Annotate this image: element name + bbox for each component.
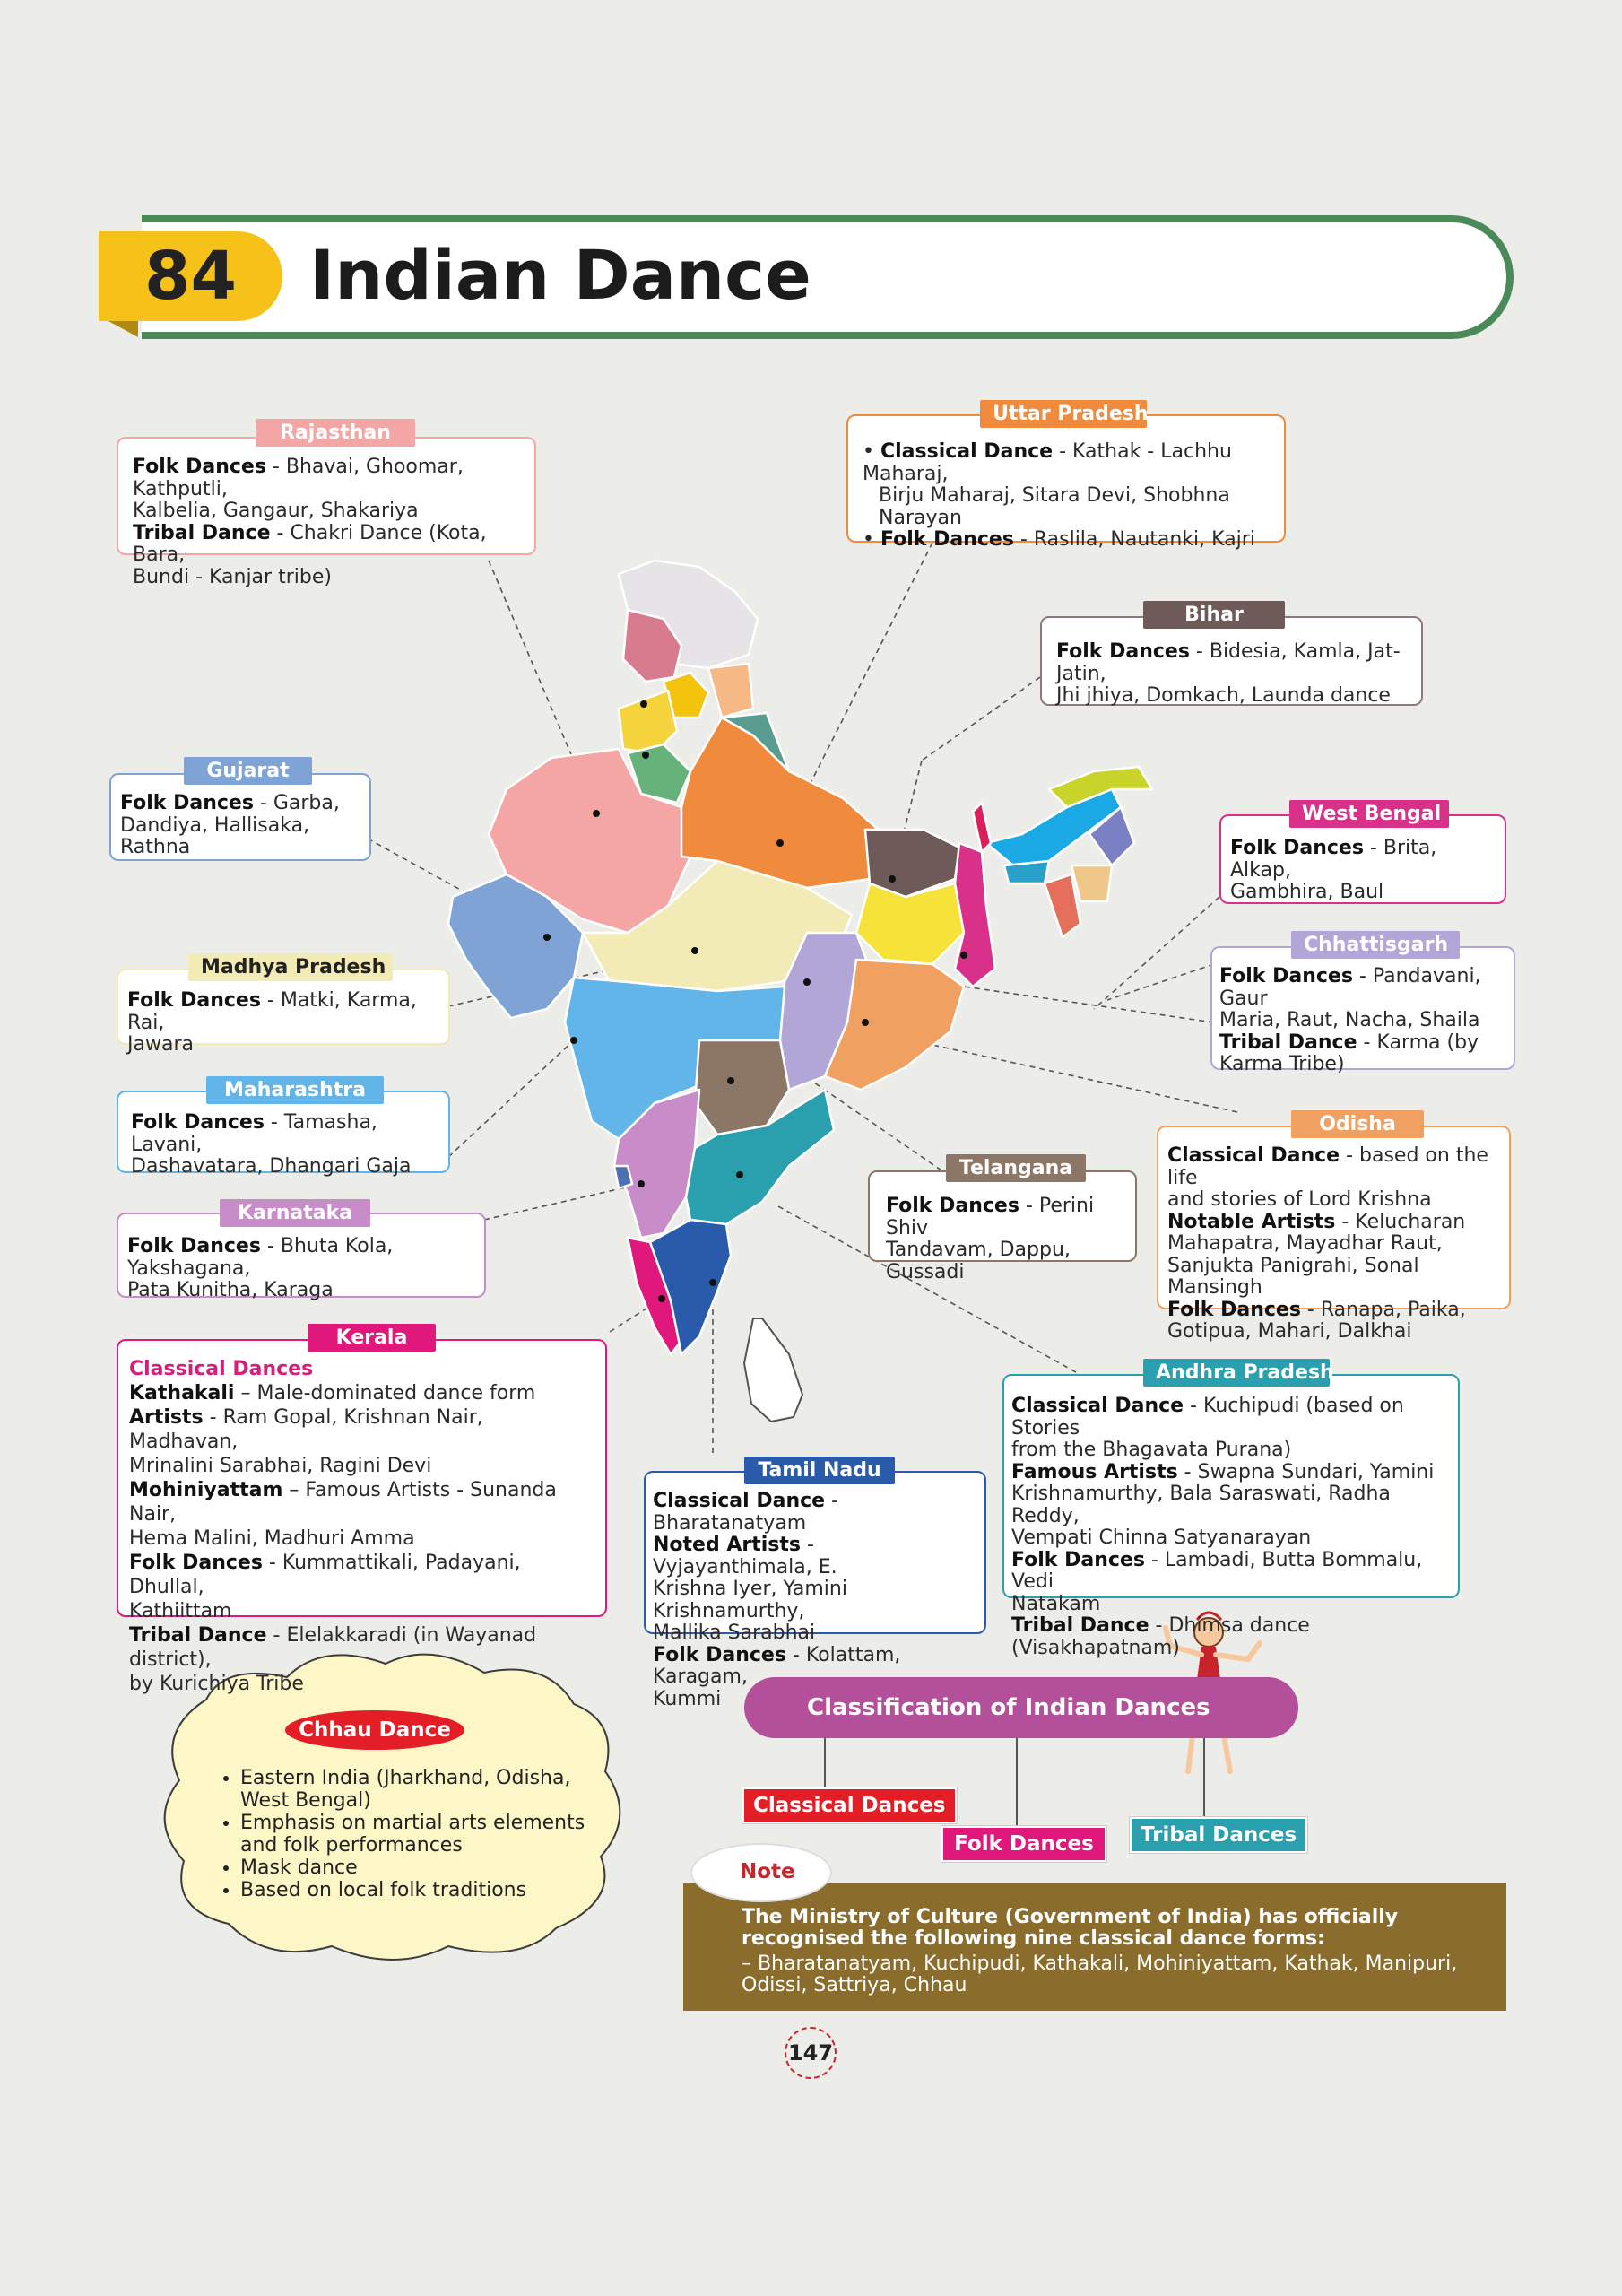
- region-line: [133, 457, 522, 500]
- uttar-pradesh-box: [846, 414, 1286, 551]
- region-line-label: Folk Dances: [1011, 1548, 1145, 1571]
- region-line-label: Notable Artists: [1167, 1210, 1336, 1233]
- region-line-label: Folk Dances: [127, 989, 261, 1012]
- region-line: [1011, 1615, 1453, 1659]
- region-line-text: Mahapatra, Mayadhar Raut,: [1167, 1232, 1443, 1255]
- region-line: [127, 990, 441, 1034]
- kerala-label: Kerala: [308, 1324, 436, 1352]
- region-line: [1011, 1550, 1453, 1594]
- region-line-label: Tribal Dance: [133, 521, 271, 544]
- classical-dances-tag: Classical Dances: [742, 1787, 957, 1823]
- region-line-text: - Kuchipudi (based on Stories: [1011, 1395, 1404, 1439]
- chhau-item: • Emphasis on martial arts elements and folk performances: [240, 1812, 599, 1857]
- region-line-text: - Tamasha, Lavani,: [131, 1111, 377, 1156]
- region-line-text: - Bhavai, Ghoomar, Kathputli,: [133, 456, 464, 500]
- classification-title: Classification of Indian Dances: [744, 1677, 1298, 1738]
- region-line-text: Karma Tribe): [1219, 1053, 1345, 1075]
- page-title: Indian Dance: [309, 235, 811, 315]
- region-line: [1219, 1054, 1506, 1076]
- region-line: [129, 1526, 598, 1551]
- region-line-label: Tribal Dance: [1011, 1614, 1149, 1637]
- region-line: [133, 567, 522, 589]
- region-line-label: Tribal Dance: [1219, 1031, 1357, 1054]
- region-line-text: Bundi - Kanjar tribe): [133, 565, 332, 588]
- region-line: [1056, 685, 1409, 708]
- bullet-icon: •: [863, 440, 880, 463]
- maharashtra-label: Maharashtra: [206, 1076, 384, 1104]
- odisha-box: [1157, 1126, 1511, 1343]
- region-line: [1011, 1527, 1453, 1550]
- region-line-text: - Kolattam, Karagam,: [653, 1643, 901, 1688]
- uttar-pradesh-region: [681, 718, 883, 888]
- region-line-text: - Raslila, Nautanki, Kajri: [1013, 528, 1255, 551]
- region-line-text: Sanjukta Panigrahi, Sonal Mansingh: [1167, 1254, 1419, 1299]
- note-box: [683, 1883, 1506, 2011]
- region-line-text: Kummi: [653, 1687, 722, 1710]
- region-line: [653, 1622, 979, 1645]
- region-line-text: Krishnamurthy, Bala Saraswati, Radha Reddy,: [1011, 1483, 1391, 1527]
- region-line-text: - Bhuta Kola, Yakshagana,: [127, 1235, 394, 1280]
- tribal-dances-tag: Tribal Dances: [1130, 1817, 1307, 1853]
- region-line: [863, 441, 1271, 485]
- region-line: [129, 1478, 598, 1526]
- region-line: [1011, 1462, 1453, 1484]
- region-line-label: Folk Dances: [129, 1551, 263, 1574]
- region-line: [886, 1196, 1130, 1239]
- tamil-nadu-label: Tamil Nadu: [744, 1457, 895, 1484]
- region-line-text: - Matki, Karma, Rai,: [127, 989, 417, 1034]
- region-line-text: - Ram Gopal, Krishnan Nair, Madhavan,: [129, 1405, 483, 1453]
- region-line-text: - Pandavani, Gaur: [1219, 965, 1481, 1010]
- region-line-label: Artists: [129, 1405, 204, 1429]
- region-line-text: - Dhimsa dance (Visakhapatnam): [1011, 1614, 1310, 1659]
- region-line-text: - Elelakkaradi (in Wayanad district),: [129, 1623, 537, 1671]
- bihar-box: [1040, 616, 1423, 706]
- region-line: [129, 1454, 598, 1478]
- region-line-label: Folk Dances: [133, 456, 266, 478]
- page-number: 147: [785, 2027, 837, 2079]
- region-line: [1011, 1594, 1453, 1616]
- andhra-pradesh-box: [1002, 1374, 1460, 1659]
- note-label: Note: [740, 1860, 795, 1883]
- note-list: – Bharatanatyam, Kuchipudi, Kathakali, Mohiniyattam, Kathak, Manipuri, Odissi, Sattriya, Chhau: [742, 1952, 1458, 1996]
- note-text: The Ministry of Culture (Government of India) has officially recognised the following nine classical dance forms:: [742, 1906, 1399, 1950]
- region-line-text: Pata Kunitha, Karaga: [127, 1279, 334, 1301]
- region-line-text: - Swapna Sundari, Yamini: [1177, 1460, 1435, 1483]
- region-line: [1011, 1483, 1453, 1527]
- kerala-box: [117, 1339, 607, 1695]
- region-line: [1219, 1010, 1506, 1032]
- region-line: [129, 1599, 598, 1623]
- region-line-text: and stories of Lord Krishna: [1167, 1188, 1432, 1211]
- sri-lanka-outline: [744, 1318, 802, 1422]
- west-bengal-label: West Bengal: [1289, 800, 1449, 828]
- region-line: [1230, 882, 1497, 904]
- manipur-region: [1071, 865, 1112, 901]
- region-line: [1167, 1233, 1504, 1256]
- region-line-text: Gotipua, Mahari, Dalkhai: [1167, 1320, 1412, 1343]
- region-line-text: - Perini Shiv: [886, 1195, 1095, 1239]
- region-line-text: - Kelucharan: [1335, 1210, 1466, 1233]
- region-line: [1011, 1396, 1453, 1439]
- region-line-text: Maria, Raut, Nacha, Shaila: [1219, 1009, 1480, 1031]
- gujarat-box: [109, 773, 371, 861]
- region-line-text: – Famous Artists - Sunanda Nair,: [129, 1478, 557, 1526]
- region-line: [1167, 1189, 1504, 1212]
- uttarakhand-region: [708, 664, 753, 718]
- jharkhand-region: [856, 883, 964, 964]
- odisha-label: Odisha: [1291, 1110, 1424, 1138]
- region-line: [127, 1280, 477, 1302]
- region-line-text: Kalbelia, Gangaur, Shakariya: [133, 500, 419, 522]
- region-line-text: - Kummattikali, Padayani, Dhullal,: [129, 1551, 521, 1598]
- region-line-text: Dandiya, Hallisaka, Rathna: [120, 813, 310, 858]
- kerala-heading: Classical Dances: [129, 1358, 314, 1380]
- region-line: [1167, 1145, 1504, 1189]
- telangana-box: [868, 1170, 1137, 1283]
- region-line-text: - Bidesia, Kamla, Jat-Jatin,: [1056, 640, 1401, 685]
- region-line-label: Noted Artists: [653, 1534, 802, 1556]
- region-line-label: Famous Artists: [1011, 1460, 1178, 1483]
- region-line: [120, 815, 362, 859]
- region-line-text: - Garba,: [253, 792, 340, 814]
- region-line-text: Natakam: [1011, 1592, 1101, 1615]
- region-line-label: Folk Dances: [653, 1643, 786, 1666]
- region-line: [863, 485, 1271, 529]
- region-line-text: from the Bhagavata Purana): [1011, 1439, 1292, 1461]
- region-line-text: Mallika Sarabhai: [653, 1622, 816, 1644]
- region-line-text: - Karma (by: [1357, 1031, 1479, 1054]
- rajasthan-box: [117, 437, 536, 588]
- region-line-label: Classical Dance: [1011, 1395, 1184, 1417]
- region-line: [653, 1535, 979, 1578]
- region-line: [129, 1623, 598, 1672]
- region-line: [129, 1551, 598, 1599]
- region-line: [1167, 1321, 1504, 1344]
- region-line-label: Folk Dances: [1167, 1298, 1301, 1321]
- region-line: [1167, 1256, 1504, 1300]
- gujarat-label: Gujarat: [184, 757, 312, 785]
- bihar-label: Bihar: [1143, 601, 1285, 629]
- region-line-text: Hema Malini, Madhuri Amma: [129, 1526, 415, 1550]
- west-bengal-box: [1219, 814, 1506, 904]
- region-line-label: Folk Dances: [880, 528, 1014, 551]
- chhattisgarh-box: [1210, 946, 1515, 1075]
- region-line: [1056, 641, 1409, 685]
- region-line: [653, 1578, 979, 1622]
- region-line: [133, 500, 522, 523]
- karnataka-label: Karnataka: [220, 1199, 370, 1227]
- region-line-text: Vempati Chinna Satyanarayan: [1011, 1526, 1312, 1549]
- west-bengal-region: [955, 843, 995, 987]
- region-line-text: - Bharatanatyam: [653, 1490, 839, 1535]
- region-line: [1167, 1300, 1504, 1322]
- uttar-pradesh-label: Uttar Pradesh: [980, 400, 1147, 428]
- region-line-label: Classical Dance: [880, 440, 1054, 463]
- folk-dances-tag: Folk Dances: [941, 1826, 1106, 1862]
- region-line-text: - Kathak - Lachhu Maharaj,: [863, 440, 1232, 485]
- region-line: [1011, 1439, 1453, 1462]
- meghalaya-region: [1004, 861, 1049, 883]
- punjab-region: [619, 691, 677, 753]
- region-line: [653, 1491, 979, 1535]
- region-line: [1219, 966, 1506, 1010]
- region-line: [1167, 1212, 1504, 1234]
- region-line-label: Folk Dances: [1219, 965, 1353, 987]
- region-line-label: Folk Dances: [127, 1235, 261, 1257]
- region-line: [863, 529, 1271, 552]
- region-line: [129, 1405, 598, 1454]
- chhau-list: [222, 1767, 599, 1901]
- goa-region: [614, 1166, 632, 1188]
- region-line-text: Kathiittam: [129, 1599, 232, 1622]
- region-line-label: Folk Dances: [886, 1195, 1019, 1217]
- region-line-label: Folk Dances: [1056, 640, 1190, 663]
- region-line-label: Tribal Dance: [129, 1623, 267, 1647]
- region-line-text: Tandavam, Dappu, Gussadi: [886, 1239, 1071, 1283]
- region-line: [131, 1112, 441, 1156]
- region-line-label: Kathakali: [129, 1381, 235, 1405]
- region-line: [129, 1381, 598, 1405]
- region-line-text: – Male-dominated dance form: [234, 1381, 536, 1405]
- region-line-label: Folk Dances: [1230, 837, 1364, 859]
- region-line: [127, 1236, 477, 1280]
- region-line-text: Jhi jhiya, Domkach, Launda dance: [1056, 684, 1391, 707]
- region-line: [1230, 838, 1497, 882]
- sikkim-region: [973, 803, 991, 852]
- region-line-text: Gambhira, Baul: [1230, 881, 1384, 903]
- region-line-label: Folk Dances: [120, 792, 254, 814]
- rajasthan-label: Rajasthan: [256, 419, 415, 447]
- chhau-item: • Eastern India (Jharkhand, Odisha, West Bengal): [240, 1767, 599, 1812]
- region-line-text: Mrinalini Sarabhai, Ragini Devi: [129, 1454, 432, 1477]
- region-line: [133, 523, 522, 567]
- region-line-label: Classical Dance: [1167, 1144, 1340, 1167]
- region-line-text: Birju Maharaj, Sitara Devi, Shobhna Narayan: [879, 484, 1230, 529]
- region-line-text: - Vyjayanthimala, E.: [653, 1534, 837, 1578]
- region-line-text: - Ranapa, Paika,: [1300, 1298, 1466, 1321]
- region-line-label: Mohiniyattam: [129, 1478, 283, 1501]
- chhau-item: • Based on local folk traditions: [240, 1879, 599, 1901]
- region-line: [127, 1034, 441, 1057]
- region-line-text: Jawara: [127, 1033, 194, 1056]
- bullet-icon: •: [863, 528, 880, 551]
- region-line: [120, 793, 362, 815]
- region-line: [129, 1672, 598, 1696]
- madhya-pradesh-label: Madhya Pradesh: [188, 953, 393, 981]
- region-line: [1219, 1032, 1506, 1055]
- region-line-label: Classical Dance: [653, 1490, 826, 1512]
- andhra-pradesh-label: Andhra Pradesh: [1143, 1359, 1330, 1387]
- telangana-label: Telangana: [946, 1154, 1086, 1182]
- region-line-text: Krishna Iyer, Yamini Krishnamurthy,: [653, 1578, 847, 1622]
- region-line-text: - Lambadi, Butta Bommalu, Vedi: [1011, 1548, 1423, 1593]
- region-line-text: Dashavatara, Dhangari Gaja: [131, 1155, 412, 1178]
- region-line-text: by Kurichiya Tribe: [129, 1672, 304, 1695]
- region-line-text: - Brita, Alkap,: [1230, 837, 1437, 882]
- chhau-item: • Mask dance: [240, 1857, 599, 1879]
- chhattisgarh-label: Chhattisgarh: [1291, 931, 1460, 959]
- region-line: [886, 1239, 1130, 1283]
- region-line: [131, 1156, 441, 1178]
- chapter-number: 84: [99, 231, 282, 321]
- region-line-text: - Chakri Dance (Kota, Bara,: [133, 521, 487, 566]
- region-line-label: Folk Dances: [131, 1111, 265, 1134]
- tamil-nadu-box: [644, 1471, 986, 1710]
- region-line-text: - based on the life: [1167, 1144, 1488, 1189]
- chhau-dance-label: Chhau Dance: [285, 1710, 464, 1750]
